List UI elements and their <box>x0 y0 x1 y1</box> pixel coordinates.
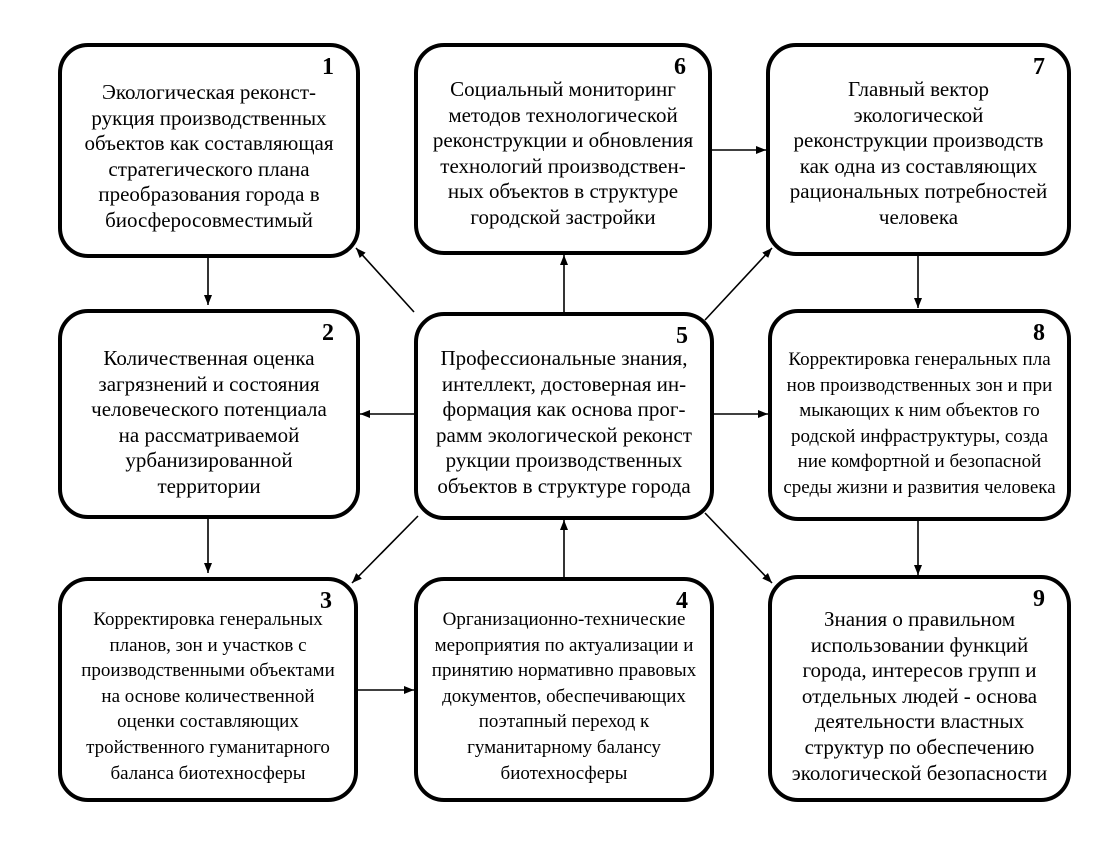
box-9-text: Знания о правильном использовании функций города, интересов групп и отдельных людей - основа деятельности властных структур по обеспечению экологической безопасности <box>791 607 1048 785</box>
box-8-number: 8 <box>1033 320 1045 346</box>
box-6-number: 6 <box>674 54 686 80</box>
box-8-text: Корректировка генеральных пла нов производственных зон и при мыкающих к ним объектов го родской инфраструктуры, созда ние комфортной и безопасной среды жизни и развития человека <box>783 349 1056 498</box>
box-4-text: Организационно-технические мероприятия по актуализации и принятию нормативно правовых документов, обеспечивающих поэтапный переход к гуманитарному балансу биотехносферы <box>431 609 697 784</box>
box-4-number: 4 <box>676 588 688 614</box>
box-9 <box>768 575 1071 802</box>
box-2-text: Количественная оценка загрязнений и состояния человеческого потенциала на рассматриваемой урбанизированной территории <box>91 346 327 498</box>
box-4 <box>414 577 714 802</box>
box-8 <box>768 309 1071 521</box>
box-5-text: Профессиональные знания, интеллект, достоверная ин- формация как основа прог- рамм экологической реконст рукции производственных объектов в структуре города <box>436 346 692 498</box>
box-2 <box>58 309 360 519</box>
box-6-text: Социальный мониторинг методов технологической реконструкции и обновления технологий производствен- ных объектов в структуре городской застройки <box>432 77 694 229</box>
arrow-5-to-9 <box>705 513 772 583</box>
arrow-5-to-3 <box>352 516 418 583</box>
box-1-text: Экологическая реконст- рукция производственных объектов как составляющая стратегического плана преобразования города в биосферосовместимый <box>84 80 334 232</box>
arrow-5-to-7 <box>705 248 772 320</box>
box-1-number: 1 <box>322 54 334 80</box>
box-5-number: 5 <box>676 323 688 349</box>
box-1 <box>58 43 360 258</box>
box-3-text: Корректировка генеральных планов, зон и участков с производственными объектами на основе количественной оценки составляющих тройственного гуманитарного баланса биотехносферы <box>81 609 335 784</box>
box-7-text: Главный вектор экологической реконструкции производств как одна из составляющих рациональных потребностей человека <box>789 77 1048 229</box>
box-7-number: 7 <box>1033 54 1045 80</box>
box-6 <box>414 43 712 255</box>
box-7 <box>766 43 1071 256</box>
arrow-5-to-1 <box>356 248 414 312</box>
box-5 <box>414 312 714 520</box>
box-2-number: 2 <box>322 320 334 346</box>
box-3 <box>58 577 358 802</box>
box-3-number: 3 <box>320 588 332 614</box>
box-9-number: 9 <box>1033 586 1045 612</box>
